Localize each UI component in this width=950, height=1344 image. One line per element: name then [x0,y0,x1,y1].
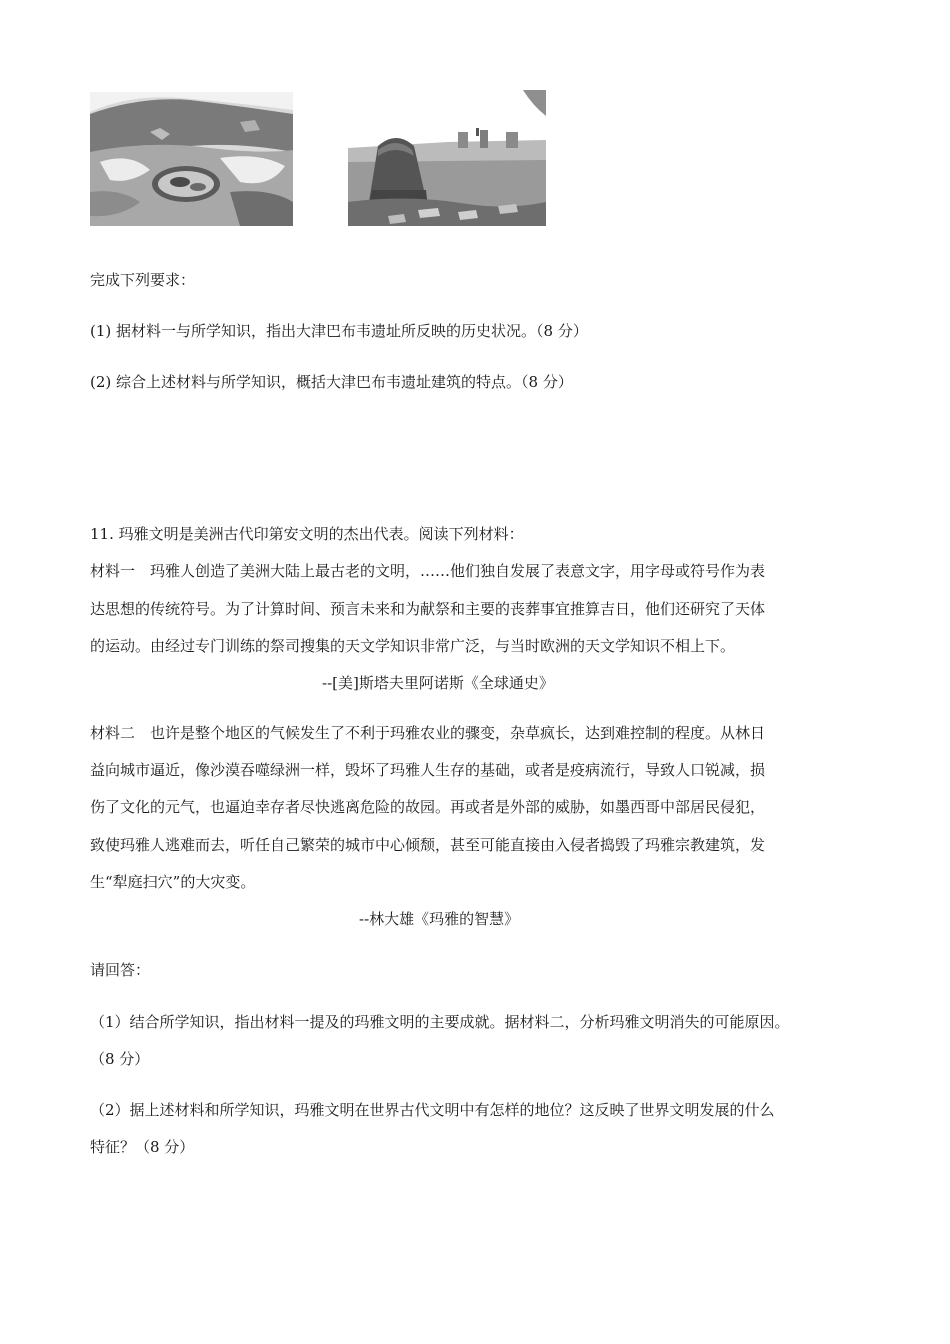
q10-question-1: (1) 据材料一与所学知识，指出大津巴布韦遗址所反映的历史状况。（8 分） [90,322,588,340]
material-2-source: --林大雄《玛雅的智慧》 [359,910,520,928]
material-2-line: 伤了文化的元气，也逼迫幸存者尽快逃离危险的故园。再或者是外部的威胁，如墨西哥中部居民侵犯， [90,798,766,816]
material-2-line: 生“犁庭扫穴”的大灾变。 [90,873,256,891]
q11-question-2: （2）据上述材料和所学知识，玛雅文明在世界古代文明中有怎样的地位？这反映了世界文明发展的什么 [90,1101,775,1119]
material-2-line: 致使玛雅人逃难而去，听任自己繁荣的城市中心倾颓，甚至可能直接由入侵者捣毁了玛雅宗教建筑，发 [90,836,766,854]
q11-intro: 11. 玛雅文明是美洲古代印第安文明的杰出代表。阅读下列材料： [90,525,524,543]
material-1-line: 的运动。由经过专门训练的祭司搜集的天文学知识非常广泛，与当时欧洲的天文学知识不相上下。 [90,637,736,655]
material-1-line: 材料一 玛雅人创造了美洲大陆上最古老的文明，……他们独自发展了表意文字，用字母或符号作为表 [90,562,766,580]
q11-question-1: （1）结合所学知识，指出材料一提及的玛雅文明的主要成就。据材料二，分析玛雅文明消失的可能原因。 [90,1013,790,1031]
material-1-source: --[美]斯塔夫里阿诺斯《全球通史》 [322,674,554,692]
ruins-aerial-image [90,92,293,226]
material-2-line: 材料二 也许是整个地区的气候发生了不利于玛雅农业的骤变，杂草疯长，达到难控制的程度。从林日 [90,724,766,742]
stone-tower-image [348,90,546,226]
q11-question-1-score: （8 分） [90,1050,150,1068]
material-1-line: 达思想的传统符号。为了计算时间、预言未来和为献祭和主要的丧葬事宜推算吉日，他们还研究了天体 [90,600,766,618]
great-zimbabwe-aerial-photo [90,92,293,226]
q10-instruction: 完成下列要求： [90,271,196,289]
q10-question-2: (2) 综合上述材料与所学知识，概括大津巴布韦遗址建筑的特点。（8 分） [90,373,573,391]
great-zimbabwe-tower-photo [348,90,546,226]
q11-question-2-cont: 特征？（8 分） [90,1138,195,1156]
q11-ask: 请回答： [90,961,151,979]
material-2-line: 益向城市逼近，像沙漠吞噬绿洲一样，毁坏了玛雅人生存的基础，或者是疫病流行，导致人口锐减，损 [90,761,766,779]
